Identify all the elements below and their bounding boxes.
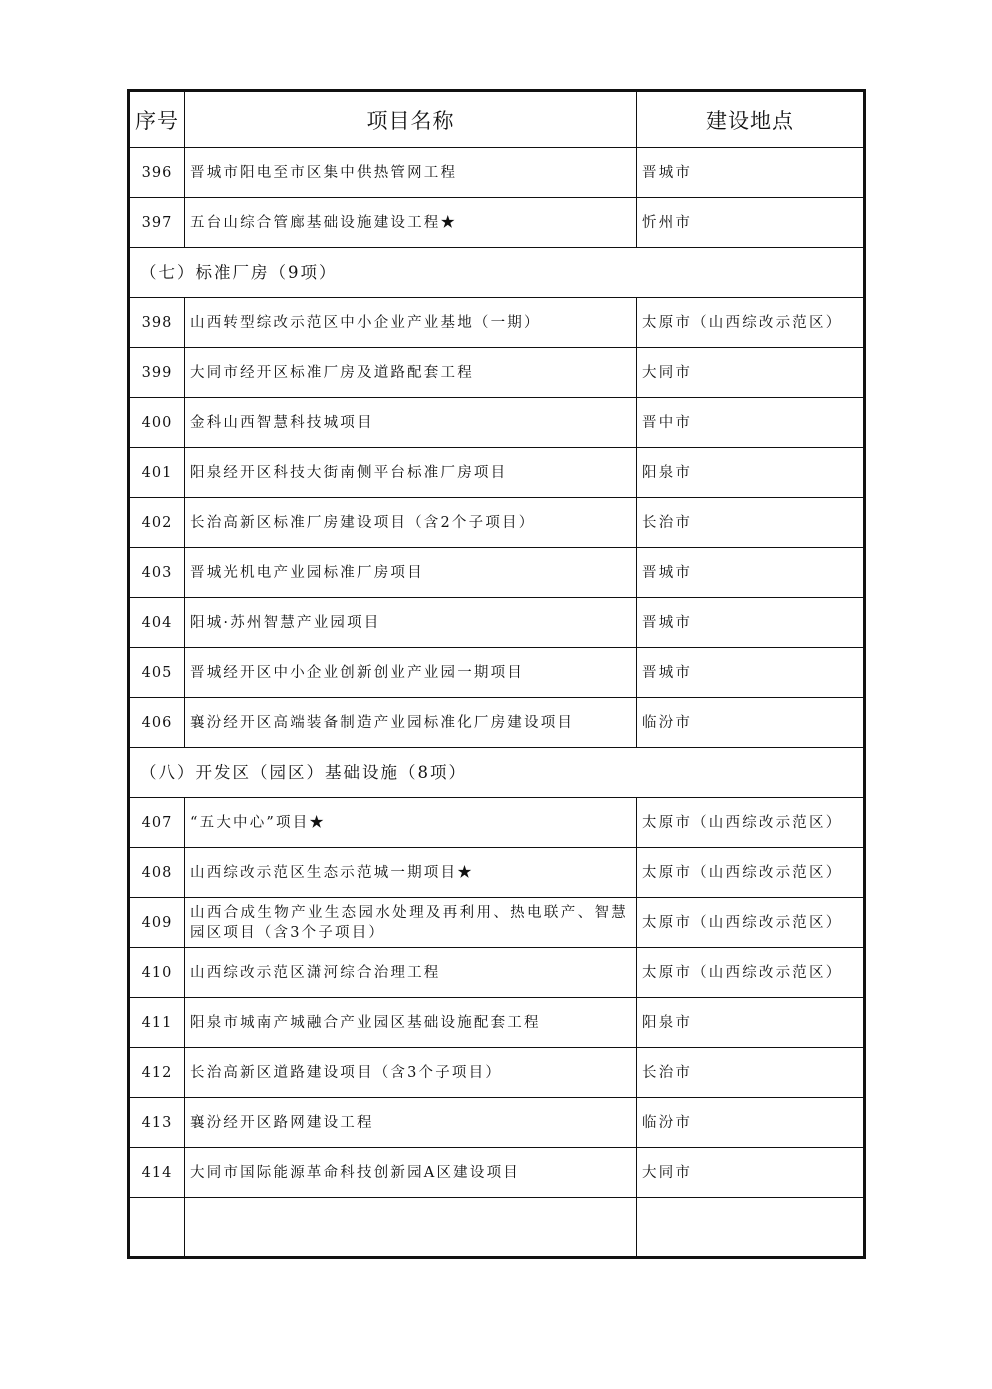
row-project-name: 晋城市阳电至市区集中供热管网工程	[185, 148, 637, 198]
table-row	[129, 1148, 865, 1198]
table-row	[129, 1048, 865, 1098]
row-location: 晋城市	[637, 598, 865, 648]
row-number: 414	[129, 1148, 185, 1198]
table-row	[129, 448, 865, 498]
table-row	[129, 998, 865, 1048]
header-project-name: 项目名称	[185, 91, 637, 148]
row-location: 长治市	[637, 498, 865, 548]
table-row	[129, 848, 865, 898]
row-number: 396	[129, 148, 185, 198]
row-location	[637, 1198, 865, 1258]
row-location: 太原市（山西综改示范区）	[637, 848, 865, 898]
row-project-name: 山西转型综改示范区中小企业产业基地（一期）	[185, 298, 637, 348]
row-project-name: 阳泉市城南产城融合产业园区基础设施配套工程	[185, 998, 637, 1048]
row-number: 404	[129, 598, 185, 648]
header-construction-location: 建设地点	[637, 91, 865, 148]
row-project-name	[185, 1198, 637, 1258]
row-location: 临汾市	[637, 698, 865, 748]
section-heading: （八）开发区（园区）基础设施（8项）	[129, 748, 865, 798]
table-row	[129, 1098, 865, 1148]
row-location: 晋城市	[637, 648, 865, 698]
row-project-name: 阳泉经开区科技大街南侧平台标准厂房项目	[185, 448, 637, 498]
row-number: 405	[129, 648, 185, 698]
row-number: 408	[129, 848, 185, 898]
row-location: 晋中市	[637, 398, 865, 448]
row-location: 忻州市	[637, 198, 865, 248]
row-number: 412	[129, 1048, 185, 1098]
row-location: 晋城市	[637, 148, 865, 198]
row-project-name: 长治高新区道路建设项目（含3个子项目）	[185, 1048, 637, 1098]
table-header	[129, 91, 865, 148]
row-project-name: 襄汾经开区高端装备制造产业园标准化厂房建设项目	[185, 698, 637, 748]
row-location: 阳泉市	[637, 448, 865, 498]
row-location: 太原市（山西综改示范区）	[637, 798, 865, 848]
row-number: 402	[129, 498, 185, 548]
section-row	[129, 248, 865, 298]
row-location: 大同市	[637, 348, 865, 398]
row-number: 397	[129, 198, 185, 248]
row-location: 太原市（山西综改示范区）	[637, 298, 865, 348]
section-row	[129, 748, 865, 798]
row-location: 阳泉市	[637, 998, 865, 1048]
row-project-name: 五台山综合管廊基础设施建设工程★	[185, 198, 637, 248]
project-table	[127, 89, 866, 1259]
header-row	[129, 91, 865, 148]
row-number: 413	[129, 1098, 185, 1148]
table-row	[129, 598, 865, 648]
row-location: 太原市（山西综改示范区）	[637, 898, 865, 948]
row-number: 409	[129, 898, 185, 948]
header-serial-number: 序号	[129, 91, 185, 148]
row-number: 398	[129, 298, 185, 348]
table-row	[129, 698, 865, 748]
table-row	[129, 198, 865, 248]
row-number: 410	[129, 948, 185, 998]
row-project-name: 山西综改示范区生态示范城一期项目★	[185, 848, 637, 898]
row-number: 407	[129, 798, 185, 848]
row-location: 大同市	[637, 1148, 865, 1198]
section-heading: （七）标准厂房（9项）	[129, 248, 865, 298]
row-number: 401	[129, 448, 185, 498]
row-project-name: 阳城·苏州智慧产业园项目	[185, 598, 637, 648]
row-project-name: “五大中心”项目★	[185, 798, 637, 848]
row-number: 403	[129, 548, 185, 598]
row-project-name: 山西合成生物产业生态园水处理及再利用、热电联产、智慧园区项目（含3个子项目）	[185, 898, 637, 948]
table-body	[129, 148, 865, 1258]
row-number: 411	[129, 998, 185, 1048]
table-row	[129, 1198, 865, 1258]
table-row	[129, 898, 865, 948]
row-location: 晋城市	[637, 548, 865, 598]
row-number: 400	[129, 398, 185, 448]
row-project-name: 金科山西智慧科技城项目	[185, 398, 637, 448]
table-row	[129, 148, 865, 198]
project-table-container	[127, 89, 863, 1259]
row-project-name: 大同市经开区标准厂房及道路配套工程	[185, 348, 637, 398]
table-row	[129, 798, 865, 848]
row-project-name: 晋城光机电产业园标准厂房项目	[185, 548, 637, 598]
row-location: 长治市	[637, 1048, 865, 1098]
row-project-name: 长治高新区标准厂房建设项目（含2个子项目）	[185, 498, 637, 548]
table-row	[129, 348, 865, 398]
row-location: 太原市（山西综改示范区）	[637, 948, 865, 998]
row-number: 399	[129, 348, 185, 398]
row-project-name: 山西综改示范区潇河综合治理工程	[185, 948, 637, 998]
row-number	[129, 1198, 185, 1258]
table-row	[129, 398, 865, 448]
table-row	[129, 648, 865, 698]
row-project-name: 襄汾经开区路网建设工程	[185, 1098, 637, 1148]
row-location: 临汾市	[637, 1098, 865, 1148]
row-project-name: 大同市国际能源革命科技创新园A区建设项目	[185, 1148, 637, 1198]
table-row	[129, 948, 865, 998]
table-row	[129, 498, 865, 548]
table-row	[129, 548, 865, 598]
table-row	[129, 298, 865, 348]
row-project-name: 晋城经开区中小企业创新创业产业园一期项目	[185, 648, 637, 698]
row-number: 406	[129, 698, 185, 748]
